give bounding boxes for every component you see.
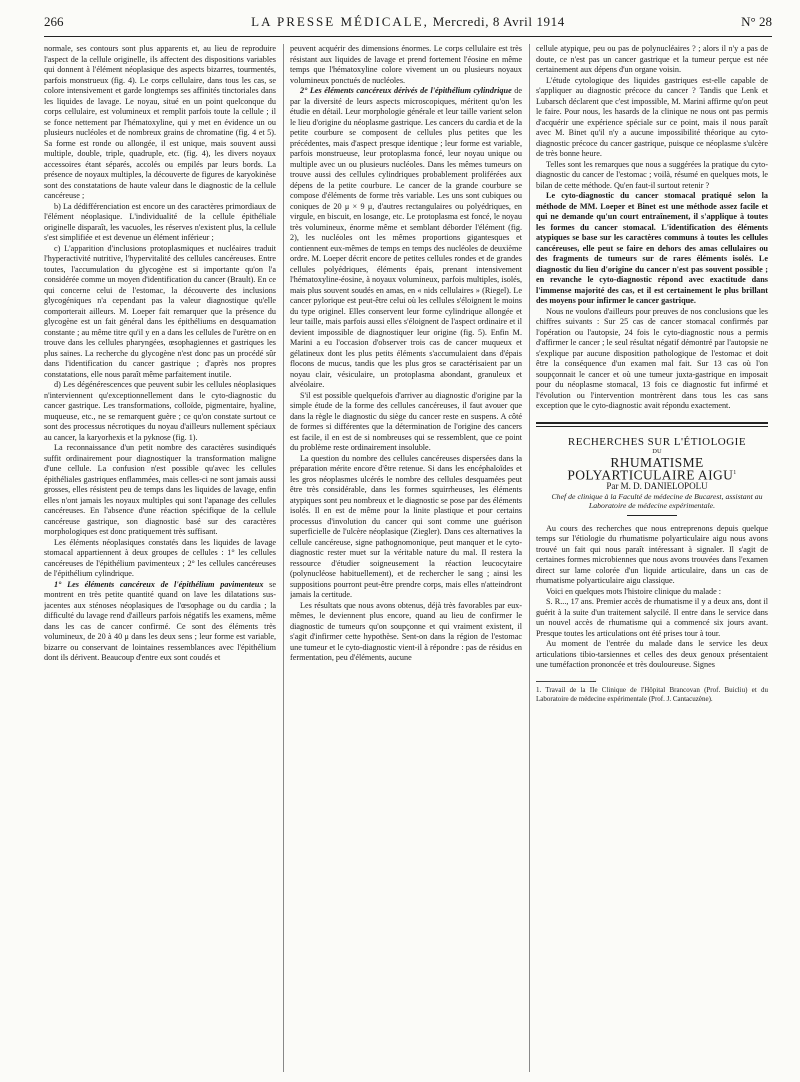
paragraph: b) La dédifférenciation est encore un des caractères primordiaux de l'élément néoplasique. L'individualité de la cellule épithéliale originelle disparaît, les vacuoles, les réserves n'existent plus, la cellule s'est simplifiée et est devenue un élément inférieur ; [44,201,276,242]
column-2 [290,44,522,1072]
title-rule [627,515,677,516]
paragraph: L'étude cytologique des liquides gastriques est-elle capable de s'appliquer au diagnostic précoce du cancer ? Tandis que Lenk et Lubarsch déclarent que c'est impossible, M. Marini affirme qu'on peut le faire. Pour nous, les hasards de la clinique ne nous ont pas permis d'acquérir une expérience spéciale sur ce point, mais il nous paraît avec M. Binet qu'il n'y a aucune impossibilité théorique au cyto-diagnostic précoce du cancer gastrique, puisque ce néoplasme s'ulcère de très bonne heure. [536,75,768,158]
author-affiliation: Chef de clinique à la Faculté de médecine de Bucarest, assistant au Laboratoire de médecine expérimentale. [551,491,763,510]
running-title [44,14,772,30]
paragraph: Telles sont les remarques que nous a suggérées la pratique du cyto-diagnostic du cancer de l'estomac ; voilà, résumé en quelques mots, le bilan de cette méthode. Qu'en faut-il surtout retenir ? [536,159,768,190]
article-author: Par M. D. DANIELOPOLU [606,481,708,491]
section-paragraph [44,580,276,664]
article-title-text: RHUMATISME POLYARTICULAIRE AIGU [567,454,734,483]
paragraph: Au cours des recherches que nous entreprenons depuis quelque temps sur l'étiologie du rhumatisme polyarticulaire aigu nous avons trouvé un fait qui nous paraît intéressant à signaler. Il s'agit de certaines formes microbiennes que nous avons trouvées dans l'examen direct sur lame colorée d'un liquide articulaire, dans un cas de rhumatisme polyarticulaire aigu classique. [536,523,768,585]
footnote: 1. Travail de la IIe Clinique de l'Hôpital Brancovan (Prof. Buicliu) et du Laboratoire de médecine expérimentale (Prof. J. Cantacuzène). [536,685,768,703]
section-heading: 1° Les éléments cancéreux de l'épithélium pavimenteux [54,579,264,589]
paragraph: Voici en quelques mots l'histoire clinique du malade : [546,586,722,596]
column-divider [529,44,530,1072]
article-title-line2 [536,454,768,483]
column-divider [283,44,284,1072]
paragraph: d) Les dégénérescences que peuvent subir les cellules néoplasiques n'interviennent qu'exceptionnellement dans le cyto-diagnostic du cancer gastrique. Les transformations, colloïde, pigmentaire, hyaline, muqueuse, etc., ne se remarquent guère ; ce qu'on constate surtout ce sont des processus nécrotiques du noyau d'ailleurs nullement spéciaux au cancer, la karyorhexis et la pyknose (fig. 1). [44,380,276,442]
column-3 [536,44,768,1072]
section-heading: 2° Les éléments cancéreux dérivés de l'épithélium cylindrique [300,86,512,95]
section-text: de par la diversité de leurs aspects microscopiques, méritent qu'on les étudie en détail. Leur morphologie générale et leur taille varient selon le lieu d'origine du néoplasme gastrique. Les cancers du cardia et de la petite courbure se composent de cellules plus petites que les précédentes, mais d'aspect presque identique ; leur forme est variable, parfois monstrueuse, leur protoplasma foncé, leur noyau unique ou multiple avec un ou plusieurs nucléoles. Dans les mêmes tumeurs on trouve aussi des cellules cylindriques probablement proliférées aux dépens de la petite courbure. Le cancer de la grande courbure se compose d'éléments de forme très variable. Les uns sont cubiques ou coniques de 20 μ × 9 μ, d'autres rectangulaires ou polyédriques, en virgule, en biscuit, en losange, etc. Le protoplasma est foncé, le noyau très volumineux, énorme même et semblant déborder l'élément (fig. 2), les nucléoles ont les mêmes proportions gigantesques et contiennent eux-mêmes de temps en temps des nucléoles de deuxième ordre. M. Loeper décrit encore de petites cellules rondes et de grandes cellules polyédriques, éléments épais, prenant intensivement l'hématoxyline-éosine, à noyaux volumineux, parfois multiples, isolés, mais plus souvent soudés en amas, en « nids cellulaires » (Riegel). Le cancer pylorique est peut-être celui où les cellules s'éloignent le moins du type originel. Elles conservent leur forme cylindrique allongée et leur taille, mais parfois aussi elles s'éloignent de l'aspect ordinaire et il devient impossible de diagnostiquer leur origine (fig. 5). Enfin M. Marini a eu l'occasion d'observer trois cas de cancer muqueux et gélatineux dont les plus petits éléments s'accumulaient dans d'épais flocons de mucus, tandis que les plus gros se caractérisaient par un noyau clair, vésiculaire, un protoplasma abondant, granuleux et alvéolaire. [290,86,522,389]
paragraph: Les résultats que nous avons obtenus, déjà très favorables par eux-mêmes, le deviennent plus encore, quand au lieu de confirmer le diagnostic de tumeurs qu'on soupçonne et qui vraiment existent, il s'agit d'infirmer cette hypothèse. Sent-on dans la région de l'estomac une tumeur et le cyto-diagnostic vient-il à répondre : pas de résidus en fermentation, peu d'éléments, aucune [290,600,522,662]
section-paragraph [290,86,522,391]
paragraph: cellule atypique, peu ou pas de polynucléaires ? ; alors il n'y a pas de doute, ce n'est pas un cancer gastrique et la tumeur perçue est née certainement aux dépens d'un organe voisin. [536,44,768,74]
article-title-du: DU [652,448,662,455]
issue-number: N° 28 [741,14,772,29]
paragraph: La question du nombre des cellules cancéreuses dispersées dans la préparation mérite encore d'être retenue. Si dans les encéphaloïdes et les gros néoplasmes ulcérés le nombre des cellules desquamées peut être très considérable, dans les formes squirrheuses, les éléments atypiques sont peu nombreux et le diagnostic se pose par des éléments isolés. Il en est de même pour la linite plastique et pour certains processus d'involution du cancer qui sont comme une guérison superficielle de l'ulcère néoplasique (Ziegler). Dans ces alternatives la cellule cancéreuse, signe pathognomonique, peut manquer et le cyto-diagnostic rester muet sur la véritable nature du mal. Il restera la ressource d'étudier soigneusement la réaction leucocytaire (polynucléose habituellement), et de rechercher le sang ; ainsi les suppositions pourront peut-être prendre corps, mais elles n'atteindront jamais la certitude. [290,453,522,599]
paragraph: La reconnaissance d'un petit nombre des caractères susindiqués suffit ordinairement pour diagnostiquer la transformation maligne d'une cellule. La confusion n'est possible qu'avec les cellules épithéliales gastriques enflammées, mais celles-ci ne sont jamais aussi grosses, elles résistent peu de temps dans les liquides de lavage, enfin elles n'ont jamais les noyaux multiples qui sont l'apanage des cellules cancéreuses. En l'absence d'une réaction spécifique de la cellule cancéreuse gastrique, son diagnostic basé sur des caractères morphologiques est donc pratiquement très suffisant. [44,443,276,536]
paragraph: Les éléments néoplasiques constatés dans les liquides de lavage stomacal appartiennent à deux groupes de cellules : 1° les cellules cancéreuses de l'épithélium pavimenteux ; 2° les cellules cancéreuses de l'épithélium cylindrique. [44,537,276,578]
issue-date: Mercredi, 8 Avril 1914 [432,14,565,29]
journal-title: LA PRESSE MÉDICALE, [251,14,429,29]
footnote-rule [536,681,596,682]
paragraph: Le cyto-diagnostic du cancer stomacal pratiqué selon la méthode de MM. Loeper et Binet est une méthode assez facile et qui ne demande qu'un court entraînement, il s'applique à toutes les formes du cancer stomacal. L'identification des éléments atypiques se base sur les caractères communs à toutes les cellules cancéreuses, elle peut se faire en dehors des amas cellulaires ou des fragments de tumeurs sur de rares éléments isolés. Le diagnostic du lieu d'origine du cancer n'est pas souvent possible ; en revanche le cyto-diagnostic répond avec exactitude dans l'immense majorité des cas, et il est certainement le plus brillant des moyens pour infirmer le cancer gastrique. [536,191,768,305]
article-title-line1: RECHERCHES SUR L'ÉTIOLOGIE [567,435,747,448]
paragraph: peuvent acquérir des dimensions énormes. Le corps cellulaire est très résistant aux liquides de lavage et prend fortement l'éosine en même temps que l'hématoxyline colore vivement un ou plusieurs noyaux volumineux ponctués de nucléoles. [290,44,522,85]
article-separator [536,422,768,427]
footnote-mark: 1 [733,470,737,476]
section-text: se montrent en très petite quantité quand on lave les dilatations sus-jacentes aux sténoses néoplasiques de l'œsophage ou du cardia ; la difficulté du lavage rend d'ailleurs parfois négatifs les examens, même dans les cas de cancer confirmé. Ce sont des éléments très volumineux, de 20 à 40 μ dans les deux sens ; leur forme est variable, bizarre ou conservant de lointaines ressemblances avec l'épithélium dont ils dérivent. Beaucoup d'entre eux sont coudés et [44,579,276,662]
column-1 [44,44,276,1072]
page-header [44,14,772,37]
page-number: 266 [44,14,64,29]
paragraph: c) L'apparition d'inclusions protoplasmiques et nucléaires traduit l'hyperactivité nutritive, l'hypervitalité des cellules cancéreuses. Entre toutes, l'accumulation du glycogène est si importante qu'on l'a considérée comme un moyen d'identification du cancer (Brault). En ce qui concerne celui de l'estomac, la découverte des inclusions glycogéniques n'a cependant pas la valeur diagnostique qu'elle comporterait ailleurs. M. Loeper fait remarquer que la présence du glycogène est un fait général dans les épithéliums en desquamation constante ; au même titre qu'il y en a dans les cellules de l'urètre on en trouve dans les cellules pharyngées, œsophagiennes et gastriques les plus saines. La recherche du glycogène n'est donc pas un procédé sûr dans l'identification du cancer gastrique ; d'après nos propres constatations, elle nous paraît même parfaitement inutile. [44,243,276,379]
article-heading [536,437,768,516]
paragraph: normale, ses contours sont plus apparents et, au lieu de reproduire l'aspect de la cellule originelle, ils affectent des dispositions variables qui donnent à l'élément néoplasique des aspects bizarres, tourmentés, parfois monstrueux (fig. 4). Le corps cellulaire, dans tous les cas, se colore intensivement et garde longtemps ses affinités tinctoriales dans les liquides de lavage. Le noyau, situé en un point quelconque du corps cellulaire, est volumineux et remplit parfois toute la cellule ; il se fonce nettement par l'hématoxyline, qui y met en évidence un ou plusieurs nucléoles et de nombreux grains de chromatine (fig. 4 et 5). Sa forme est ronde ou allongée, il est unique, mais souvent aussi multiple, double, triple, quadruple, etc. (fig. 4), les divers noyaux accessoires étant séparés, accolés ou empilés par leurs bords. La présence de noyaux multiples, la découverte de figures de karyokinèse sont des constatations de haute valeur dans le diagnostic de la cellule cancéreuse ; [44,44,276,200]
paragraph: Nous ne voulons d'ailleurs pour preuves de nos conclusions que les chiffres suivants : Sur 25 cas de cancer stomacal confirmés par l'opération ou l'autopsie, 24 fois le cyto-diagnostic nous a permis d'affirmer le cancer ; le seul résultat négatif démontré par l'autopsie ne s'explique par aucune disposition pathologique de l'estomac et doit être la conséquence d'un examen mal fait. Sur 13 cas où l'on soupçonnait le cancer et où une tumeur juxta-gastrique en imposait pour du néoplasme stomacal, 13 fois ce diagnostic fut infirmé et l'évolution ou l'intervention montrèrent dans tous les cas sans exception que le cyto-diagnostic avait répondu exactement. [536,306,768,410]
paragraph: S'il est possible quelquefois d'arriver au diagnostic d'origine par la simple étude de la forme des cellules cancéreuses, il faut avouer que dans la règle le diagnostic du siège du cancer reste en suspens. A côté de formes si différentes que la détermination de l'origine des cancers est facile, il en est de si nombreuses qui se ressemblent, que ce point du problème reste ordinairement insoluble. [290,390,522,452]
paragraph: Au moment de l'entrée du malade dans le service les deux articulations tibio-tarsiennes et celles des deux genoux présentaient une tuméfaction prononcée et très douloureuse. Signes [536,639,768,669]
paragraph: S. R..., 17 ans. Premier accès de rhumatisme il y a deux ans, dont il guérit à la suite d'un traitement salycilé. Il entre dans le service dans un nouvel accès de rhumatisme qui a commencé six jours avant. Presque toutes les articulations ont été prises tour à tour. [536,597,768,638]
